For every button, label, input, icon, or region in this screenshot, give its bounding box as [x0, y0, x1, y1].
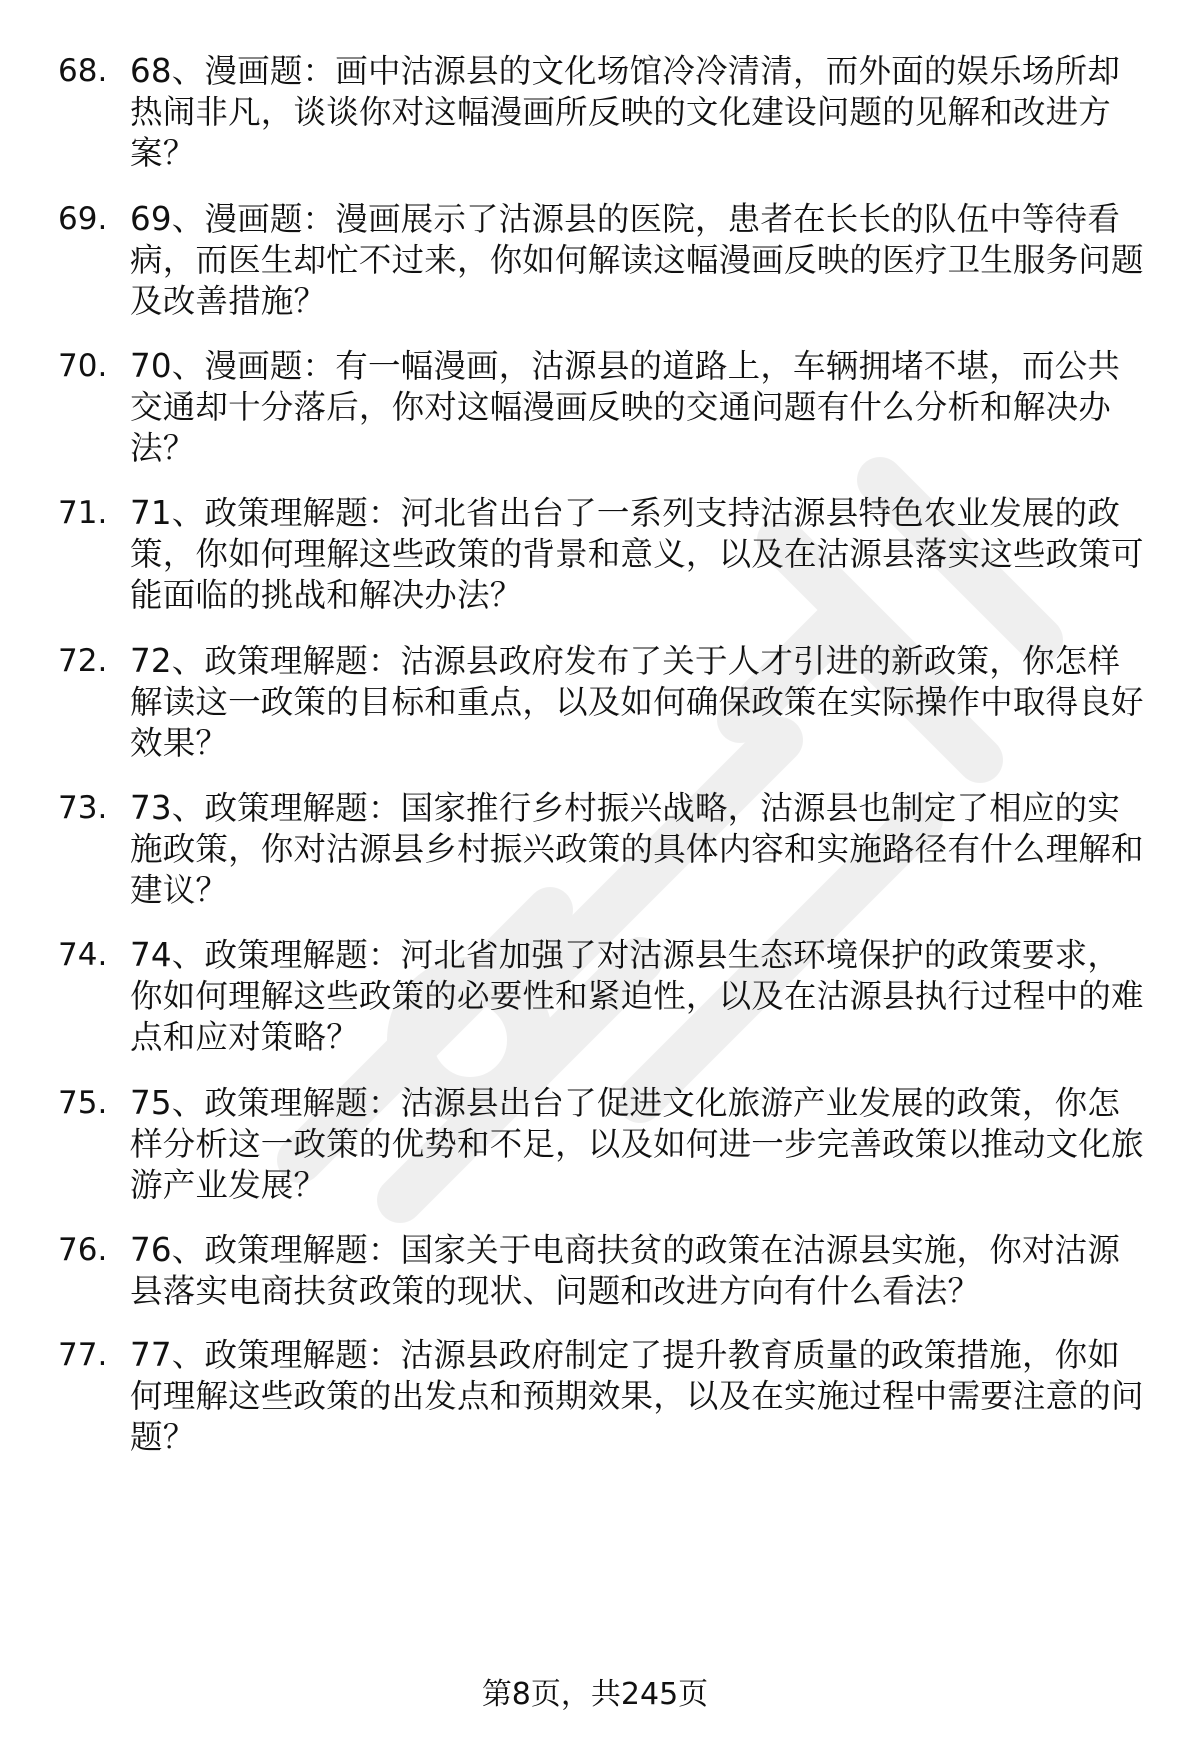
- question-text: 70、漫画题：有一幅漫画，沽源县的道路上，车辆拥堵不堪，而公共交通却十分落后，你对这幅漫画反映的交通问题有什么分析和解决办法？: [130, 347, 1121, 467]
- question-item-76: [0, 1230, 1190, 1350]
- question-item-70: [0, 346, 1190, 466]
- question-number: 70.: [58, 348, 108, 384]
- question-text: 76、政策理解题：国家关于电商扶贫的政策在沽源县实施，你对沽源县落实电商扶贫政策的现状、问题和改进方向有什么看法？: [130, 1231, 1121, 1310]
- question-item-68: [0, 51, 1190, 171]
- page-footer: 第8页，共245页: [481, 1677, 709, 1712]
- question-item-69: [0, 199, 1190, 319]
- question-item-77: [0, 1335, 1190, 1455]
- question-number: 76.: [58, 1232, 108, 1268]
- question-number: 68.: [58, 53, 108, 89]
- question-text: 75、政策理解题：沽源县出台了促进文化旅游产业发展的政策，你怎样分析这一政策的优势和不足，以及如何进一步完善政策以推动文化旅游产业发展？: [130, 1084, 1144, 1204]
- question-item-73: [0, 788, 1190, 908]
- question-text: 72、政策理解题：沽源县政府发布了关于人才引进的新政策，你怎样解读这一政策的目标和重点，以及如何确保政策在实际操作中取得良好效果？: [130, 642, 1144, 762]
- question-item-74: [0, 935, 1190, 1055]
- question-text: 73、政策理解题：国家推行乡村振兴战略，沽源县也制定了相应的实施政策，你对沽源县乡村振兴政策的具体内容和实施路径有什么理解和建议？: [130, 789, 1144, 909]
- question-text: 77、政策理解题：沽源县政府制定了提升教育质量的政策措施，你如何理解这些政策的出发点和预期效果，以及在实施过程中需要注意的问题？: [130, 1336, 1144, 1456]
- question-number: 77.: [58, 1337, 108, 1373]
- question-number: 69.: [58, 201, 108, 237]
- question-number: 71.: [58, 495, 108, 531]
- question-item-71: [0, 493, 1190, 613]
- question-number: 75.: [58, 1085, 108, 1121]
- question-item-72: [0, 641, 1190, 761]
- question-text: 74、政策理解题：河北省加强了对沽源县生态环境保护的政策要求，你如何理解这些政策的必要性和紧迫性，以及在沽源县执行过程中的难点和应对策略？: [130, 936, 1144, 1056]
- question-text: 68、漫画题：画中沽源县的文化场馆冷冷清清，而外面的娱乐场所却热闹非凡，谈谈你对这幅漫画所反映的文化建设问题的见解和改进方案？: [130, 52, 1121, 172]
- question-number: 73.: [58, 790, 108, 826]
- question-text: 69、漫画题：漫画展示了沽源县的医院，患者在长长的队伍中等待看病，而医生却忙不过来，你如何解读这幅漫画反映的医疗卫生服务问题及改善措施？: [130, 200, 1144, 320]
- question-number: 72.: [58, 643, 108, 679]
- question-item-75: [0, 1083, 1190, 1203]
- question-number: 74.: [58, 937, 108, 973]
- question-text: 71、政策理解题：河北省出台了一系列支持沽源县特色农业发展的政策，你如何理解这些政策的背景和意义，以及在沽源县落实这些政策可能面临的挑战和解决办法？: [130, 494, 1144, 614]
